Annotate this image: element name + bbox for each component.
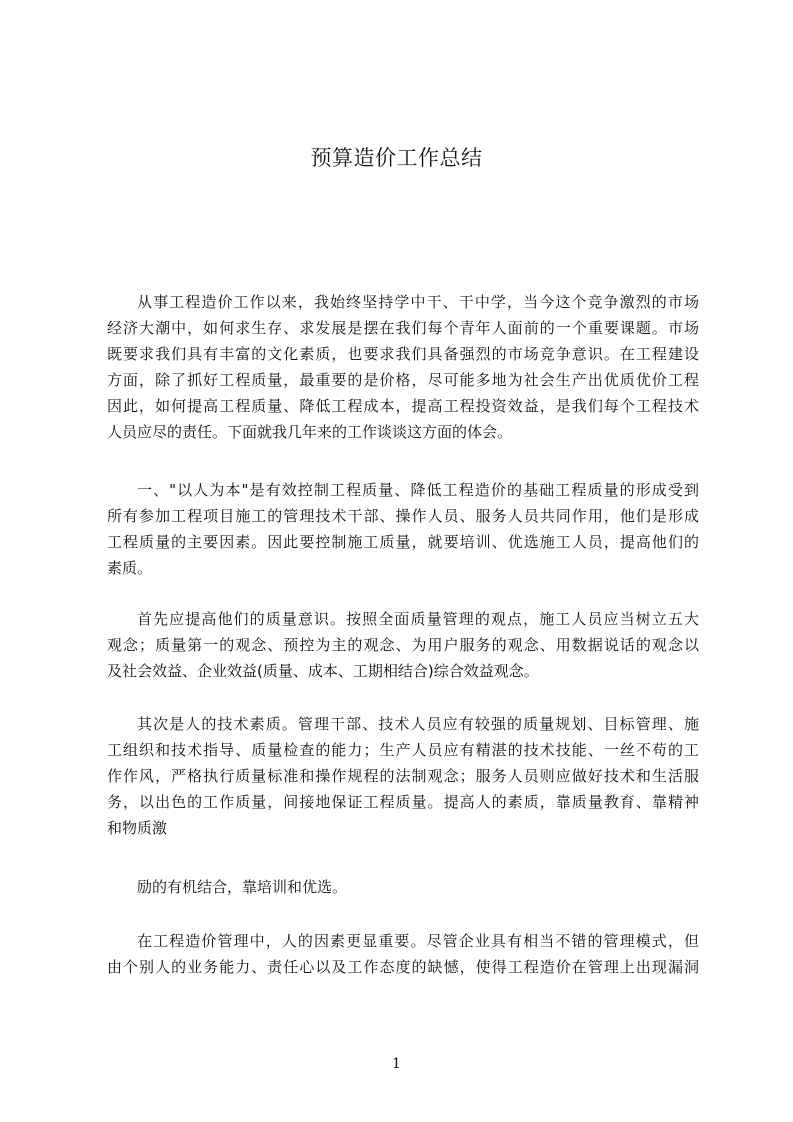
- paragraph-cost-management: [107, 928, 699, 980]
- page-number: 1: [392, 1056, 401, 1072]
- paragraph-line: 首先应提高他们的质量意识。按照全面质量管理的观点，施工人员应当树立五大: [137, 610, 699, 628]
- paragraph-line: 务，以出色的工作质量，间接地保证工程质量。提高人的素质，靠质量教育、靠精衶: [107, 793, 699, 811]
- paragraph-line: 及社会效益、企业效益(质量、成本、工期相结合)综合效益观念。: [107, 662, 539, 680]
- paragraph-technical-quality: [107, 711, 699, 841]
- paragraph-section-one: [107, 477, 699, 581]
- paragraph-line: 工组织和技术指导、质量检查的能力；生产人员应有精湛的技术技能、一丝不苟的工: [107, 741, 699, 759]
- paragraph-continuation: [107, 874, 699, 900]
- paragraph-line: 其次是人的技术素质。管理干部、技术人员应有较强的质量规划、目标管理、施: [137, 715, 699, 733]
- paragraph-line: 所有参加工程项目施工的管理技术干部、操作人员、服务人员共同作用，他们是形成: [107, 507, 699, 525]
- paragraph-line: 和物质激: [107, 819, 168, 837]
- paragraph-line: 工程质量的主要因素。因此要控制施工质量，就要培训、优选施工人员，提高他们的: [107, 533, 699, 551]
- paragraph-line: 作作风，严格执行质量标准和操作规程的法制观念；服务人员则应做好技术和生活服: [107, 767, 699, 785]
- paragraph-line: 素质。: [107, 559, 153, 577]
- paragraph-line: 在工程造价管理中，人的因素更显重要。尽管企业具有相当不错的管理模式，但: [137, 932, 699, 950]
- paragraph-line: 观念；质量第一的观念、预控为主的观念、为用户服务的观念、用数据说话的观念以: [107, 636, 699, 654]
- paragraph-line: 经济大潮中，如何求生存、求发展是摆在我们每个青年人面前的一个重要课题。市场: [107, 319, 699, 337]
- paragraph-line: 既要求我们具有丰富的文化素质，也要求我们具备强烈的市场竞争意识。在工程建设: [107, 345, 699, 363]
- paragraph-line: 由个别人的业务能力、责任心以及工作态度的缺憾，使得工程造价在管理上出现漏洞: [107, 958, 699, 976]
- paragraph-quality-awareness: [107, 606, 699, 684]
- page-title: 预算造价工作总结: [310, 146, 483, 170]
- paragraph-line: 励的有机结合，靠培训和优选。: [137, 878, 348, 896]
- paragraph-line: 因此，如何提高工程质量、降低工程成本，提高工程投资效益，是我们每个工程技术: [107, 397, 699, 415]
- paragraph-line: 从事工程造价工作以来，我始终坚持学中干、干中学，当今这个竞争激烈的市场: [137, 293, 699, 311]
- paragraph-line: 人员应尽的责任。下面就我几年来的工作谈谈这方面的体会。: [107, 423, 513, 441]
- paragraph-line: 方面，除了抓好工程质量，最重要的是价格，尽可能多地为社会生产出优质优价工程: [107, 371, 699, 389]
- paragraph-line: 一、"以人为本"是有效控制工程质量、降低工程造价的基础工程质量的形成受到: [137, 481, 699, 499]
- paragraph-intro: [107, 289, 699, 445]
